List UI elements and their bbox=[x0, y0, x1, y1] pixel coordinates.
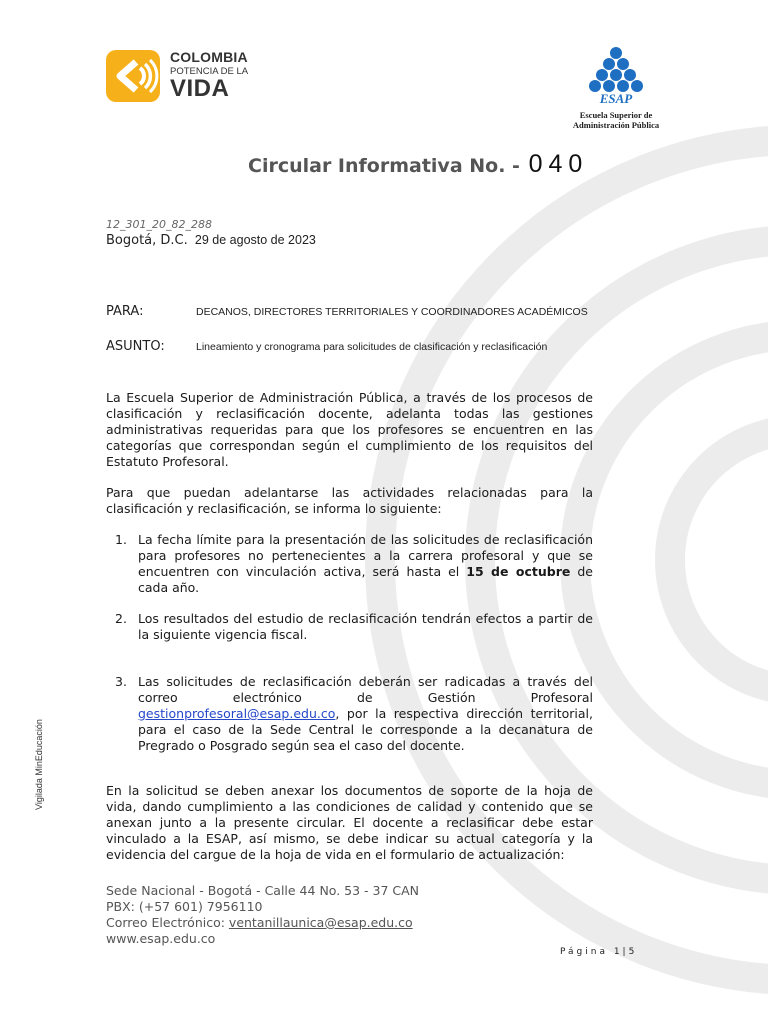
esap-logo bbox=[562, 46, 670, 130]
footer-website[interactable]: www.esap.edu.co bbox=[106, 931, 216, 946]
esap-caption-line1: Escuela Superior de bbox=[579, 110, 653, 120]
vigilada-mineducacion-text: Vigilada MinEducación bbox=[34, 719, 44, 810]
footer-email-label: Correo Electrónico: bbox=[106, 915, 229, 930]
list-item-text-end: de cada año. bbox=[138, 564, 593, 595]
list-item-number: 1. bbox=[115, 532, 127, 547]
esap-caption-line2: Administración Pública bbox=[572, 120, 660, 130]
para-value: DECANOS, DIRECTORES TERRITORIALES Y COORDINADORES ACADÉMICOS bbox=[196, 306, 588, 318]
footer-phone: PBX: (+57 601) 7956110 bbox=[106, 899, 263, 914]
list-item-text: La fecha límite para la presentación de las solicitudes de reclasificación para profesores no pertenecientes a la carrera profesoral y que se encuentren con vinculación activa, será hasta el bbox=[138, 532, 593, 579]
circular-title-text: Circular Informativa No. - bbox=[248, 155, 520, 177]
logo-line-colombia: COLOMBIA bbox=[170, 49, 248, 65]
vigilada-sidebar bbox=[20, 690, 60, 810]
city: Bogotá, D.C. bbox=[106, 233, 188, 248]
asunto-value: Lineamiento y cronograma para solicitudes de clasificación y reclasificación bbox=[196, 341, 548, 353]
footer-address: Sede Nacional - Bogotá - Calle 44 No. 53 - 37 CAN bbox=[106, 883, 420, 898]
list-item bbox=[106, 674, 593, 754]
list-item bbox=[106, 611, 593, 643]
svg-text:ESAP: ESAP bbox=[599, 91, 633, 106]
list-item bbox=[106, 532, 593, 596]
footer-contact bbox=[106, 883, 419, 947]
esap-triangle-dots-icon bbox=[581, 46, 651, 106]
colombia-logo-mark-icon bbox=[106, 48, 162, 104]
gestion-profesoral-email-link[interactable]: gestionprofesoral@esap.edu.co bbox=[138, 706, 336, 721]
logo-line-potencia: POTENCIA DE LA bbox=[170, 66, 249, 77]
circular-title bbox=[248, 150, 588, 179]
footer-email-link[interactable]: ventanillaunica@esap.edu.co bbox=[228, 915, 413, 930]
asunto-label: ASUNTO: bbox=[106, 339, 165, 354]
list-item-number: 2. bbox=[115, 611, 127, 626]
paragraph-intro: La Escuela Superior de Administración Pública, a través de los procesos de clasificación y reclasificación docente, adelanta todas las gestiones administrativas requeridas para que los profesores se encuentren en las categorías que correspondan según el cumplimiento de los requisitos del Estatuto Profesoral. bbox=[106, 390, 593, 469]
paragraph-lead-in: Para que puedan adelantarse las actividades relacionadas para la clasificación y reclasificación, se informa lo siguiente: bbox=[106, 485, 593, 516]
document-reference: 12_301_20_82_288 bbox=[106, 218, 212, 231]
colombia-potencia-de-la-vida-logo bbox=[106, 48, 256, 104]
date: 29 de agosto de 2023 bbox=[194, 233, 316, 247]
list-item-text: Los resultados del estudio de reclasificación tendrán efectos a partir de la siguiente vigencia fiscal. bbox=[138, 611, 593, 642]
list-item-text-end: , por la respectiva dirección territorial, para el caso de la Sede Central le corresponde a la decanatura de Pregrado o Posgrado según sea el caso del docente. bbox=[138, 706, 593, 753]
list-item-text: Las solicitudes de reclasificación deberán ser radicadas a través del correo electrónico de Gestión Profesoral bbox=[138, 674, 593, 705]
deadline-date: 15 de octubre bbox=[466, 564, 571, 579]
list-item-number: 3. bbox=[115, 674, 127, 689]
circular-number: 040 bbox=[528, 150, 589, 178]
document-place-date bbox=[106, 233, 316, 248]
page-number: Página 1|5 bbox=[560, 947, 638, 957]
para-label: PARA: bbox=[106, 304, 144, 319]
logo-line-vida: VIDA bbox=[170, 75, 230, 102]
paragraph-requirements: En la solicitud se deben anexar los documentos de soporte de la hoja de vida, dando cumplimiento a las condiciones de calidad y contenido que se anexan junto a la presente circular. El docente a reclasificar debe estar vinculado a la ESAP, así mismo, se debe indicar su actual categoría y la evidencia del cargue de la hoja de vida en el formulario de actualización: bbox=[106, 783, 593, 862]
